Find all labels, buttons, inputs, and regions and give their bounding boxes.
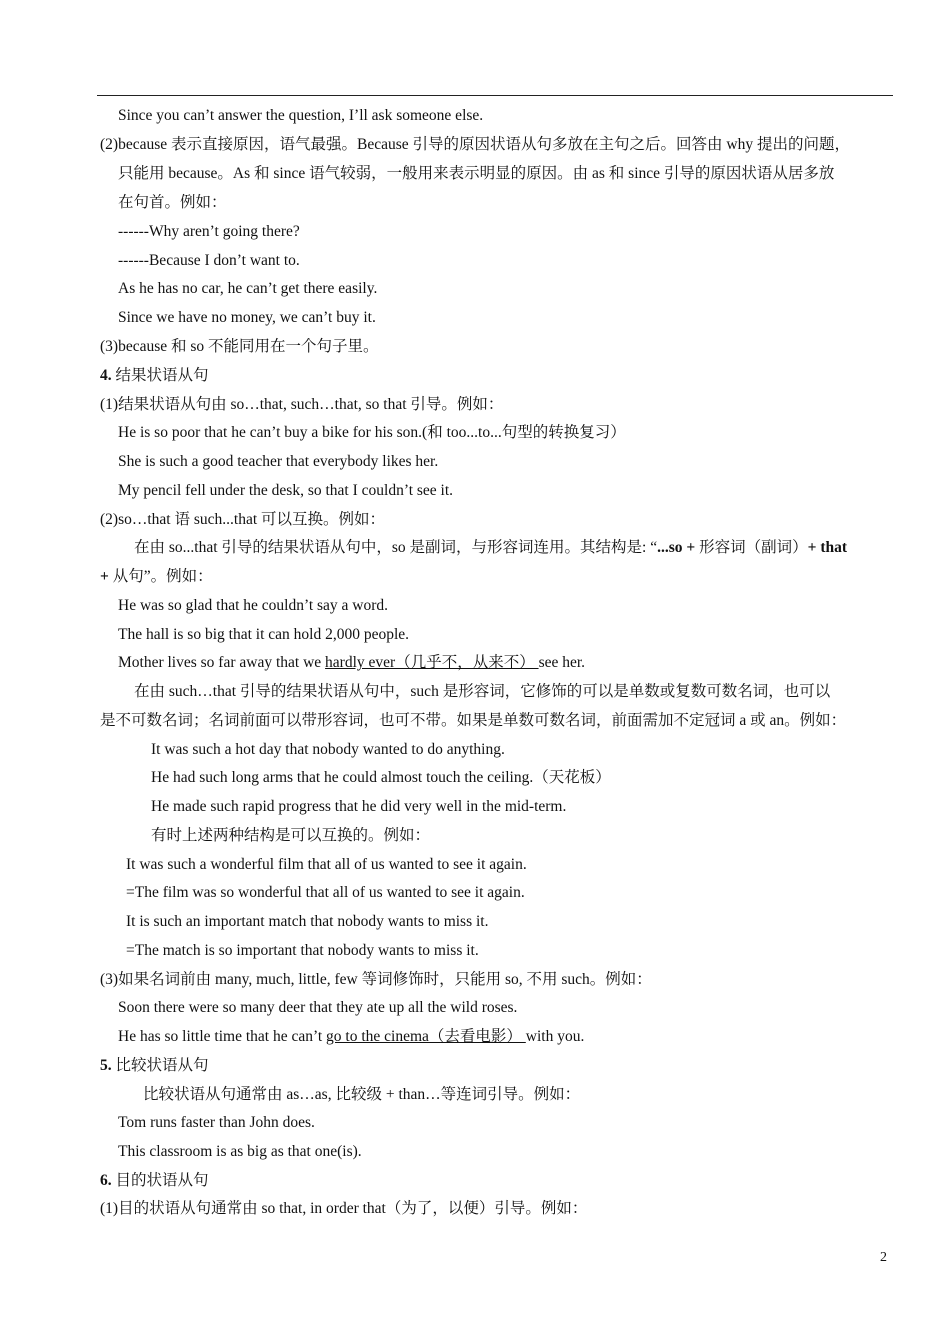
rule-text: 在由 such…that 引导的结果状语从句中，such 是形容词，它修饰的可以是单数或复数可数名词，也可以 bbox=[134, 683, 831, 700]
example-sentence: It was such a wonderful film that all of us wanted to see it again. bbox=[126, 856, 527, 873]
text-run: 从句”。例如： bbox=[112, 568, 213, 585]
section-title: 比较状语从句 bbox=[111, 1057, 209, 1074]
header-rule bbox=[97, 95, 893, 96]
text-run: Mother lives so far away that we bbox=[118, 654, 326, 671]
page-number: 2 bbox=[880, 1250, 887, 1265]
example-sentence: It is such an important match that nobody wants to miss it. bbox=[126, 913, 489, 930]
example-sentence: He made such rapid progress that he did very well in the mid-term. bbox=[151, 798, 567, 815]
rule-text: 有时上述两种结构是可以互换的。例如： bbox=[151, 827, 431, 844]
text-run: 在由 so...that 引导的结果状语从句中，so 是副词，与形容词连用。其结构是: “ bbox=[134, 539, 658, 556]
example-sentence: As he has no car, he can’t get there easily. bbox=[118, 280, 378, 297]
underlined-phrase: go to the cinema（去看电影） bbox=[326, 1028, 526, 1045]
rule-text: (1)目的状语从句通常由 so that, in order that（为了，以便）引导。例如： bbox=[100, 1200, 588, 1217]
example-sentence: My pencil fell under the desk, so that I couldn’t see it. bbox=[118, 482, 454, 499]
rule-text bbox=[134, 538, 847, 558]
rule-text: (3)如果名词前由 many, much, little, few 等词修饰时，只能用 so, 不用 such。例如： bbox=[100, 971, 652, 988]
rule-text: (3)because 和 so 不能同用在一个句子里。 bbox=[100, 338, 379, 355]
rule-text bbox=[100, 567, 213, 587]
rule-text: 在句首。例如： bbox=[118, 194, 227, 211]
example-sentence: Since we have no money, we can’t buy it. bbox=[118, 309, 376, 326]
rule-text: 只能用 because。As 和 since 语气较弱，一般用来表示明显的原因。由 as 和 since 引导的原因状语从居多放 bbox=[118, 165, 835, 182]
example-sentence bbox=[118, 1027, 584, 1047]
rule-text: 比较状语从句通常由 as…as, 比较级 + than…等连词引导。例如： bbox=[143, 1086, 581, 1103]
section-heading-6 bbox=[100, 1171, 209, 1191]
example-sentence: ------Because I don’t want to. bbox=[118, 252, 300, 269]
section-heading-5 bbox=[100, 1056, 209, 1076]
rule-text: (2)so…that 语 such...that 可以互换。例如： bbox=[100, 511, 386, 528]
example-sentence: It was such a hot day that nobody wanted to do anything. bbox=[151, 741, 505, 758]
example-sentence bbox=[118, 653, 585, 673]
example-sentence: She is such a good teacher that everybody likes her. bbox=[118, 453, 439, 470]
section-heading-4 bbox=[100, 366, 209, 386]
bold-run: + bbox=[100, 568, 113, 585]
text-run: with you. bbox=[525, 1028, 585, 1045]
example-sentence: He had such long arms that he could almost touch the ceiling.（天花板） bbox=[151, 769, 611, 786]
rule-text: 是不可数名词；名词前面可以带形容词，也可不带。如果是单数可数名词，前面需加不定冠词 a 或 an。例如： bbox=[100, 712, 847, 729]
text-run: He has so little time that he can’t bbox=[118, 1028, 327, 1045]
example-sentence: This classroom is as big as that one(is). bbox=[118, 1143, 362, 1160]
example-sentence: =The match is so important that nobody wants to miss it. bbox=[126, 942, 479, 959]
text-run: 形容词（副词） bbox=[699, 539, 808, 556]
section-number: 5. bbox=[100, 1057, 112, 1074]
example-sentence: The hall is so big that it can hold 2,000 people. bbox=[118, 626, 410, 643]
section-number: 4. bbox=[100, 367, 112, 384]
underlined-phrase: hardly ever（几乎不，从来不） bbox=[325, 654, 539, 671]
bold-run: + that bbox=[807, 539, 848, 556]
example-sentence: ------Why aren’t going there? bbox=[118, 223, 300, 240]
section-title: 目的状语从句 bbox=[111, 1172, 209, 1189]
example-sentence: =The film was so wonderful that all of us wanted to see it again. bbox=[126, 884, 525, 901]
example-sentence: Soon there were so many deer that they ate up all the wild roses. bbox=[118, 999, 518, 1016]
example-sentence: Tom runs faster than John does. bbox=[118, 1114, 315, 1131]
bold-run: ...so + bbox=[657, 539, 700, 556]
section-number: 6. bbox=[100, 1172, 112, 1189]
example-sentence: He is so poor that he can’t buy a bike for his son.(和 too...to...句型的转换复习） bbox=[118, 424, 626, 441]
text-run: see her. bbox=[538, 654, 586, 671]
example-sentence: He was so glad that he couldn’t say a word. bbox=[118, 597, 389, 614]
rule-text: (2)because 表示直接原因，语气最强。Because 引导的原因状语从句多放在主句之后。回答由 why 提出的问题， bbox=[100, 136, 850, 153]
rule-text: (1)结果状语从句由 so…that, such…that, so that 引导。例如： bbox=[100, 396, 504, 413]
section-title: 结果状语从句 bbox=[111, 367, 209, 384]
example-sentence: Since you can’t answer the question, I’ll ask someone else. bbox=[118, 107, 484, 124]
